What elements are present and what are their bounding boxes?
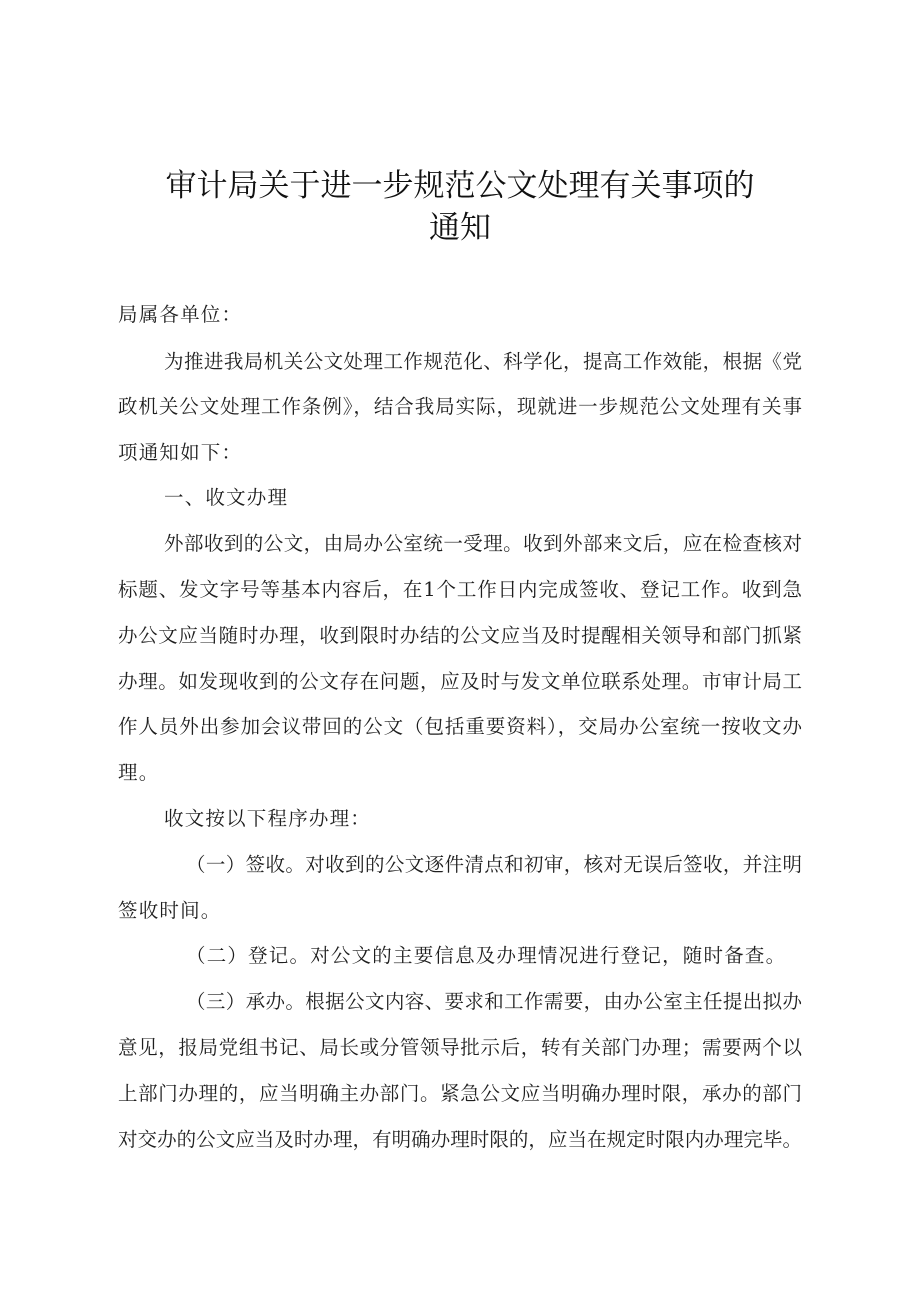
body-line: 办公文应当随时办理，收到限时办结的公文应当及时提醒相关领导和部门抓紧 — [118, 624, 802, 647]
list-item-line: （二）登记。对公文的主要信息及办理情况进行登记，随时备查。 — [186, 944, 787, 967]
list-item-line: 上部门办理的，应当明确主办部门。紧急公文应当明确办理时限，承办的部门 — [118, 1082, 802, 1105]
list-item-line: 意见，报局党组书记、局长或分管领导批示后，转有关部门办理；需要两个以 — [118, 1036, 802, 1059]
salutation: 局属各单位： — [118, 303, 243, 326]
section-heading: 一、收文办理 — [164, 486, 289, 509]
document-title-line-1: 审计局关于进一步规范公文处理有关事项的 — [165, 168, 755, 204]
body-line: 政机关公文处理工作条例》，结合我局实际，现就进一步规范公文处理有关事 — [118, 395, 802, 418]
body-line: 标题、发文字号等基本内容后，在1个工作日内完成签收、登记工作。收到急 — [118, 578, 802, 601]
body-line: 外部收到的公文，由局办公室统一受理。收到外部来文后，应在检查核对 — [164, 532, 802, 555]
list-item-line: 签收时间。 — [118, 899, 222, 922]
list-item-line: （一）签收。对收到的公文逐件清点和初审，核对无误后签收，并注明 — [186, 853, 802, 876]
list-item-line: （三）承办。根据公文内容、要求和工作需要，由办公室主任提出拟办 — [186, 990, 802, 1013]
body-line: 为推进我局机关公文处理工作规范化、科学化，提高工作效能，根据《党 — [164, 350, 802, 373]
document-title-line-2: 通知 — [429, 210, 491, 246]
body-line: 收文按以下程序办理： — [164, 807, 372, 830]
body-line: 办理。如发现收到的公文存在问题，应及时与发文单位联系处理。市审计局工 — [118, 670, 802, 693]
body-line: 作人员外出参加会议带回的公文（包括重要资料），交局办公室统一按收文办 — [118, 715, 802, 738]
list-item-line: 对交办的公文应当及时办理，有明确办理时限的，应当在规定时限内办理完毕。 — [118, 1128, 802, 1151]
body-line: 项通知如下： — [118, 441, 243, 464]
body-line: 理。 — [118, 761, 160, 784]
